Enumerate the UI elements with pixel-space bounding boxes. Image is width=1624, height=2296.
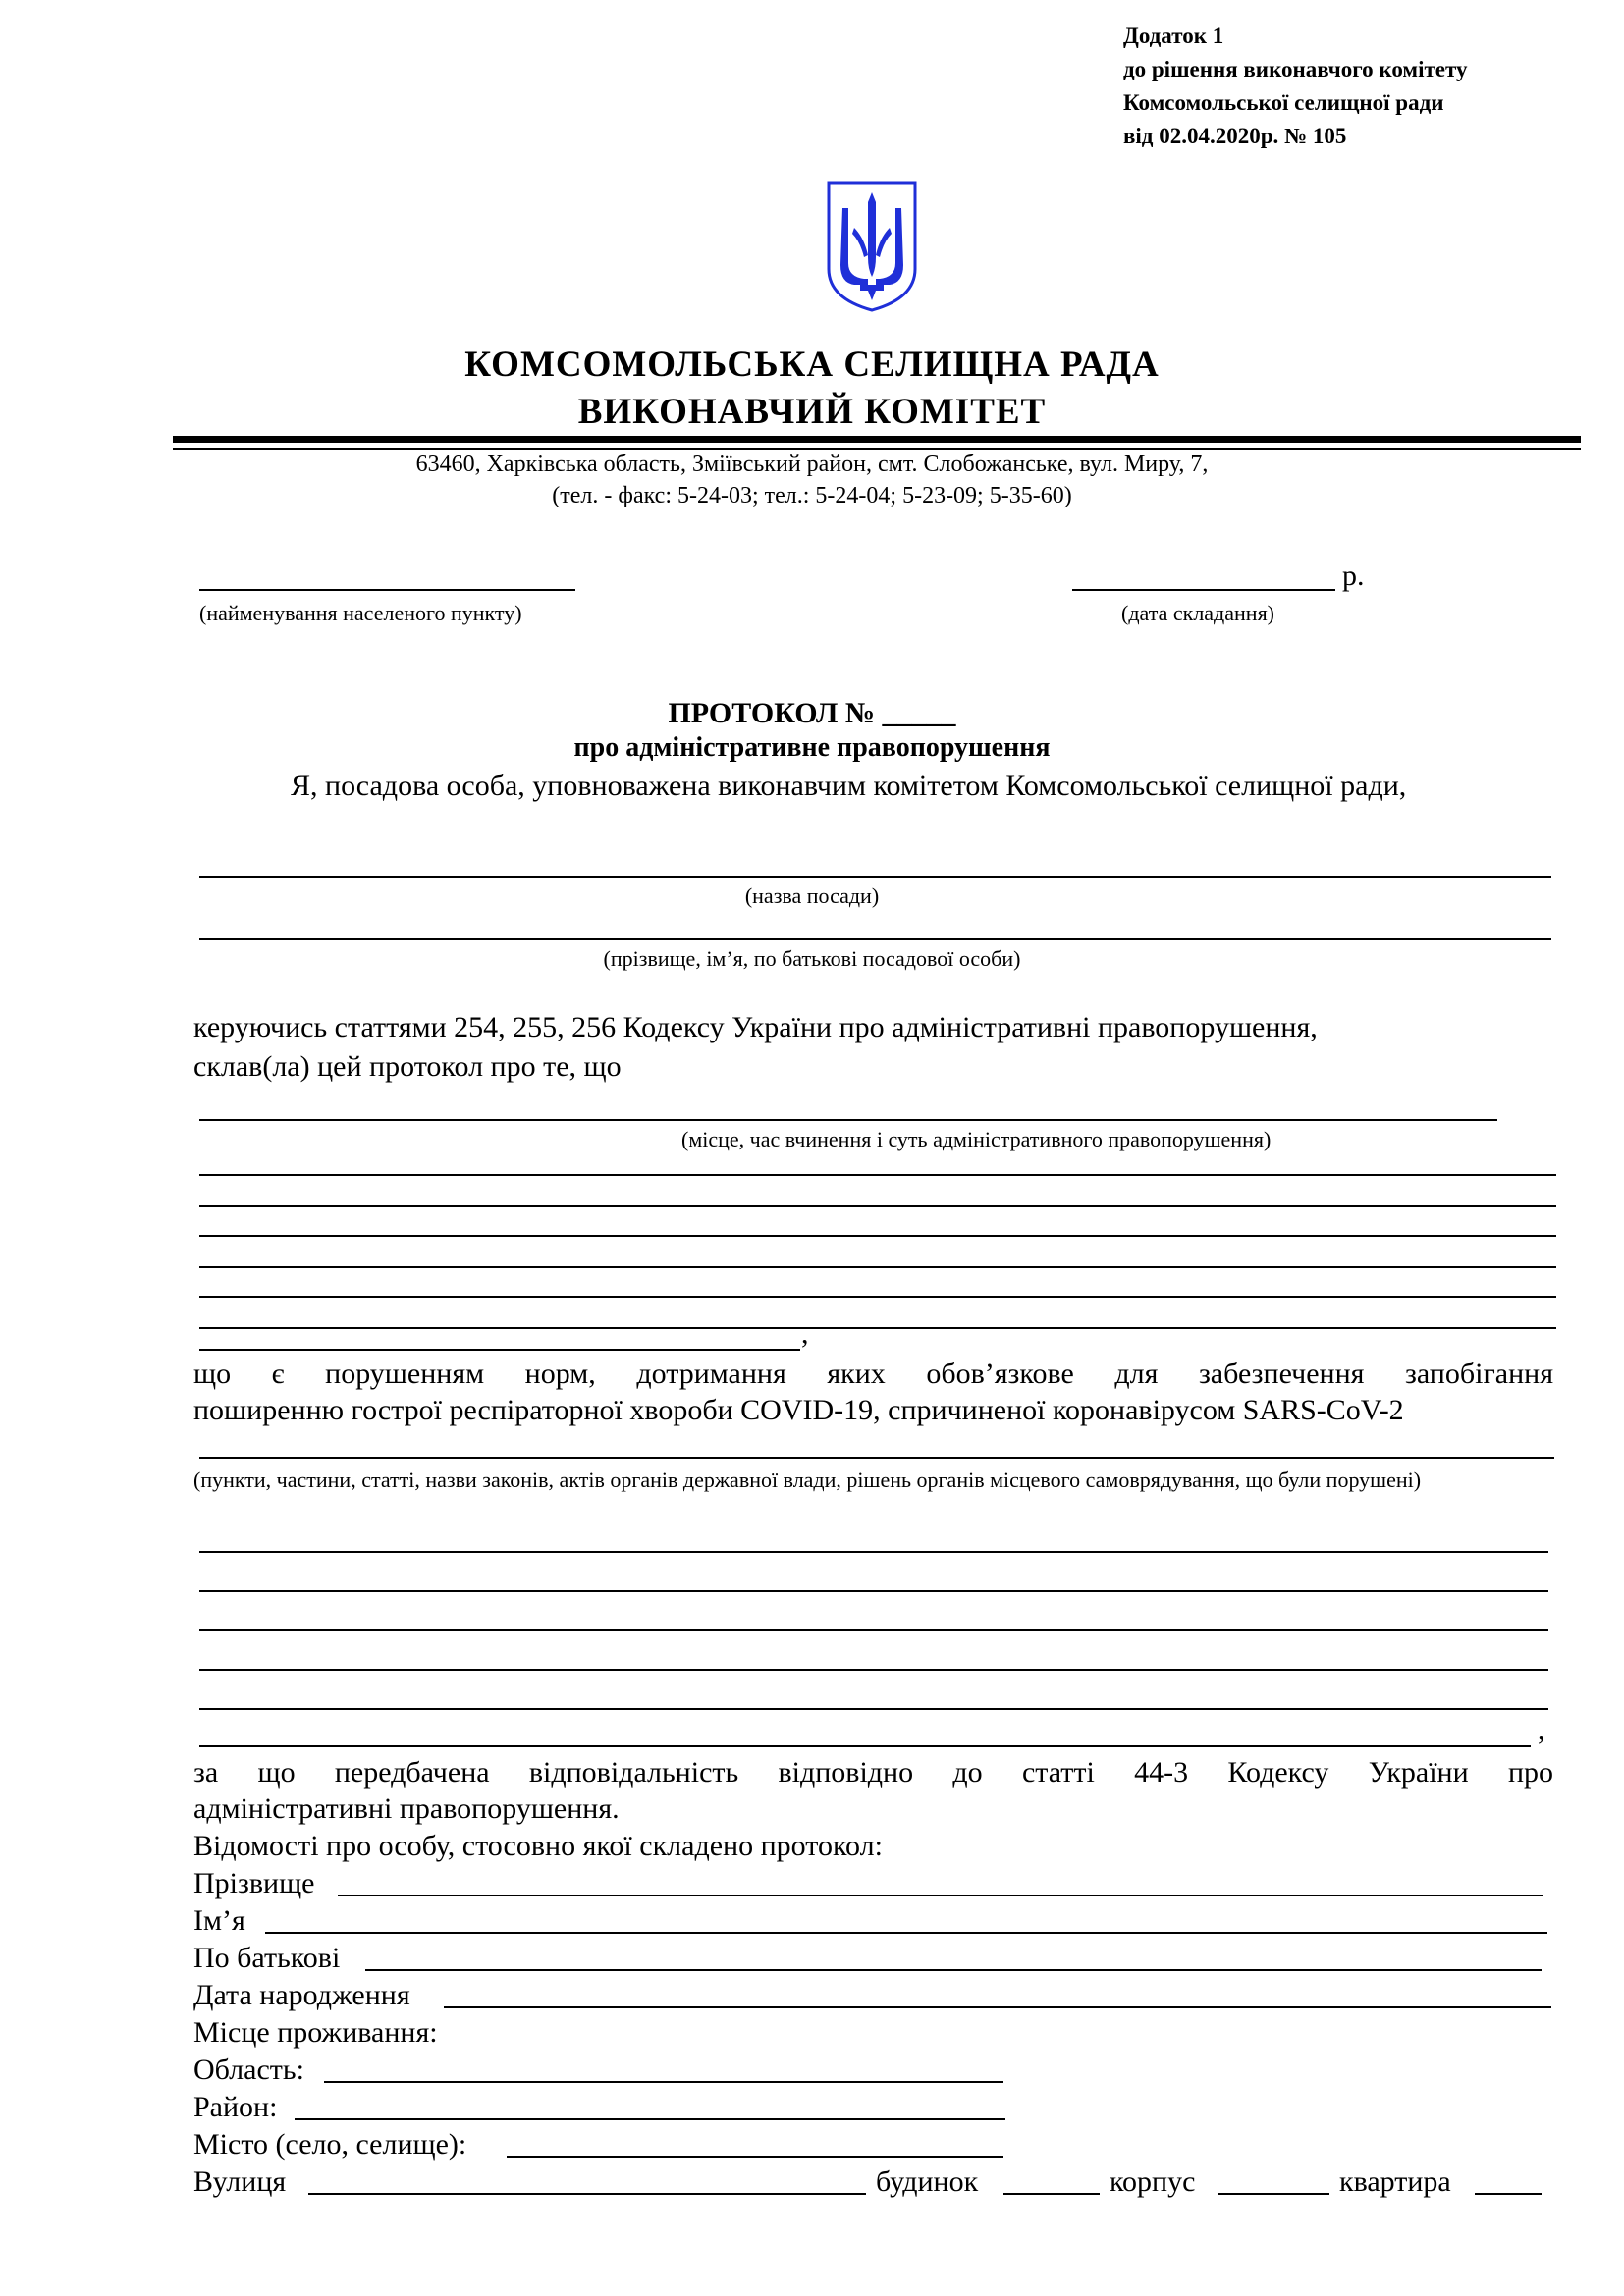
region-field[interactable] <box>324 2081 1003 2083</box>
district-field[interactable] <box>295 2118 1005 2120</box>
surname-label: Прізвище <box>193 1867 315 1899</box>
position-caption: (назва посади) <box>744 883 880 908</box>
annex-block <box>1123 20 1467 153</box>
street-label: Вулиця <box>193 2165 287 2198</box>
offense-line-5[interactable] <box>199 1296 1556 1298</box>
name-label: Ім’я <box>193 1904 245 1937</box>
place-caption: (найменування населеного пункту) <box>199 601 522 625</box>
offense-line-6[interactable] <box>199 1327 1556 1329</box>
official-caption: (прізвище, ім’я, по батькові посадової особи) <box>603 946 1021 971</box>
guided-line-2: склав(ла) цей протокол про те, що <box>193 1050 622 1083</box>
city-field[interactable] <box>507 2156 1003 2158</box>
offense-line-2[interactable] <box>199 1205 1556 1207</box>
laws-line-2[interactable] <box>199 1590 1548 1592</box>
annex-line-3: Комсомольської селищної ради <box>1123 90 1444 115</box>
offense-line-3[interactable] <box>199 1235 1556 1237</box>
place-field-line[interactable] <box>199 589 575 591</box>
offense-comma: , <box>801 1317 809 1350</box>
laws-caption: (пункти, частини, статті, назви законів, актів органів державної влади, рішень органів місцевого самоврядування, що були порушені) <box>193 1468 1422 1492</box>
residence-label: Місце проживання: <box>193 2016 438 2049</box>
header-rule-thin <box>173 448 1581 450</box>
offense-line-4[interactable] <box>199 1266 1556 1268</box>
laws-line-3[interactable] <box>199 1629 1548 1631</box>
position-field-line[interactable] <box>199 876 1551 878</box>
annex-line-2: до рішення виконавчого комітету <box>1123 57 1468 81</box>
protocol-intro: Я, посадова особа, уповноважена виконавчим комітетом Комсомольської селищної ради, <box>291 770 1407 802</box>
house-field[interactable] <box>1003 2193 1100 2195</box>
building-label: корпус <box>1110 2165 1196 2198</box>
offense-line-7[interactable] <box>199 1349 800 1351</box>
protocol-subtitle: про адміністративне правопорушення <box>573 732 1051 763</box>
name-field[interactable] <box>265 1932 1547 1934</box>
laws-line-4[interactable] <box>199 1669 1548 1671</box>
city-label: Місто (село, селище): <box>193 2128 467 2161</box>
org-address: 63460, Харківська область, Зміївський район, смт. Слобожанське, вул. Миру, 7, <box>415 452 1209 477</box>
year-suffix: р. <box>1342 560 1365 592</box>
patronymic-field[interactable] <box>365 1969 1542 1971</box>
trident-emblem-icon <box>825 179 919 314</box>
guided-line-1: керуючись статтями 254, 255, 256 Кодексу України про адміністративні правопорушення, <box>193 1011 1318 1043</box>
person-heading: Відомості про особу, стосовно якої складено протокол: <box>193 1830 883 1862</box>
laws-line-1[interactable] <box>199 1551 1548 1553</box>
patronymic-label: По батькові <box>193 1942 341 1974</box>
org-subname: ВИКОНАВЧИЙ КОМІТЕТ <box>577 392 1047 432</box>
violation-line-2: поширенню гострої респіраторної хвороби COVID-19, спричиненої коронавірусом SARS-CoV-2 <box>193 1394 1404 1426</box>
annex-line-4: від 02.04.2020р. № 105 <box>1123 124 1347 148</box>
house-label: будинок <box>876 2165 979 2198</box>
region-label: Область: <box>193 2054 304 2086</box>
offense-field-line[interactable] <box>199 1119 1497 1121</box>
date-caption: (дата складання) <box>1121 601 1275 625</box>
annex-line-1: Додаток 1 <box>1123 24 1224 48</box>
laws-comma: , <box>1538 1714 1545 1746</box>
laws-line-5[interactable] <box>199 1708 1548 1710</box>
birth-date-field[interactable] <box>444 2006 1551 2008</box>
org-phones: (тел. - факс: 5-24-03; тел.: 5-24-04; 5-23-09; 5-35-60) <box>552 483 1072 508</box>
laws-line-6[interactable] <box>199 1745 1531 1747</box>
violation-line-1: що є порушенням норм, дотримання яких обов’язкове для забезпечення запобігання <box>193 1358 1553 1390</box>
offense-line-1[interactable] <box>199 1174 1556 1176</box>
surname-field[interactable] <box>338 1895 1543 1896</box>
date-field-line[interactable] <box>1072 589 1335 591</box>
street-field[interactable] <box>308 2193 866 2195</box>
apartment-field[interactable] <box>1475 2193 1542 2195</box>
laws-field-line[interactable] <box>199 1457 1554 1459</box>
official-field-line[interactable] <box>199 938 1551 940</box>
liability-line-1: за що передбачена відповідальність відповідно до статті 44-3 Кодексу України про <box>193 1756 1553 1789</box>
apartment-label: квартира <box>1339 2165 1451 2198</box>
org-name: КОМСОМОЛЬСЬКА СЕЛИЩНА РАДА <box>464 345 1160 385</box>
district-label: Район: <box>193 2091 278 2123</box>
birth-date-label: Дата народження <box>193 1979 410 2011</box>
protocol-title: ПРОТОКОЛ № _____ <box>668 697 956 729</box>
offense-caption: (місце, час вчинення і суть адміністративного правопорушення) <box>681 1127 1272 1151</box>
building-field[interactable] <box>1218 2193 1329 2195</box>
liability-line-2: адміністративні правопорушення. <box>193 1792 620 1825</box>
header-rule-thick <box>173 436 1581 443</box>
